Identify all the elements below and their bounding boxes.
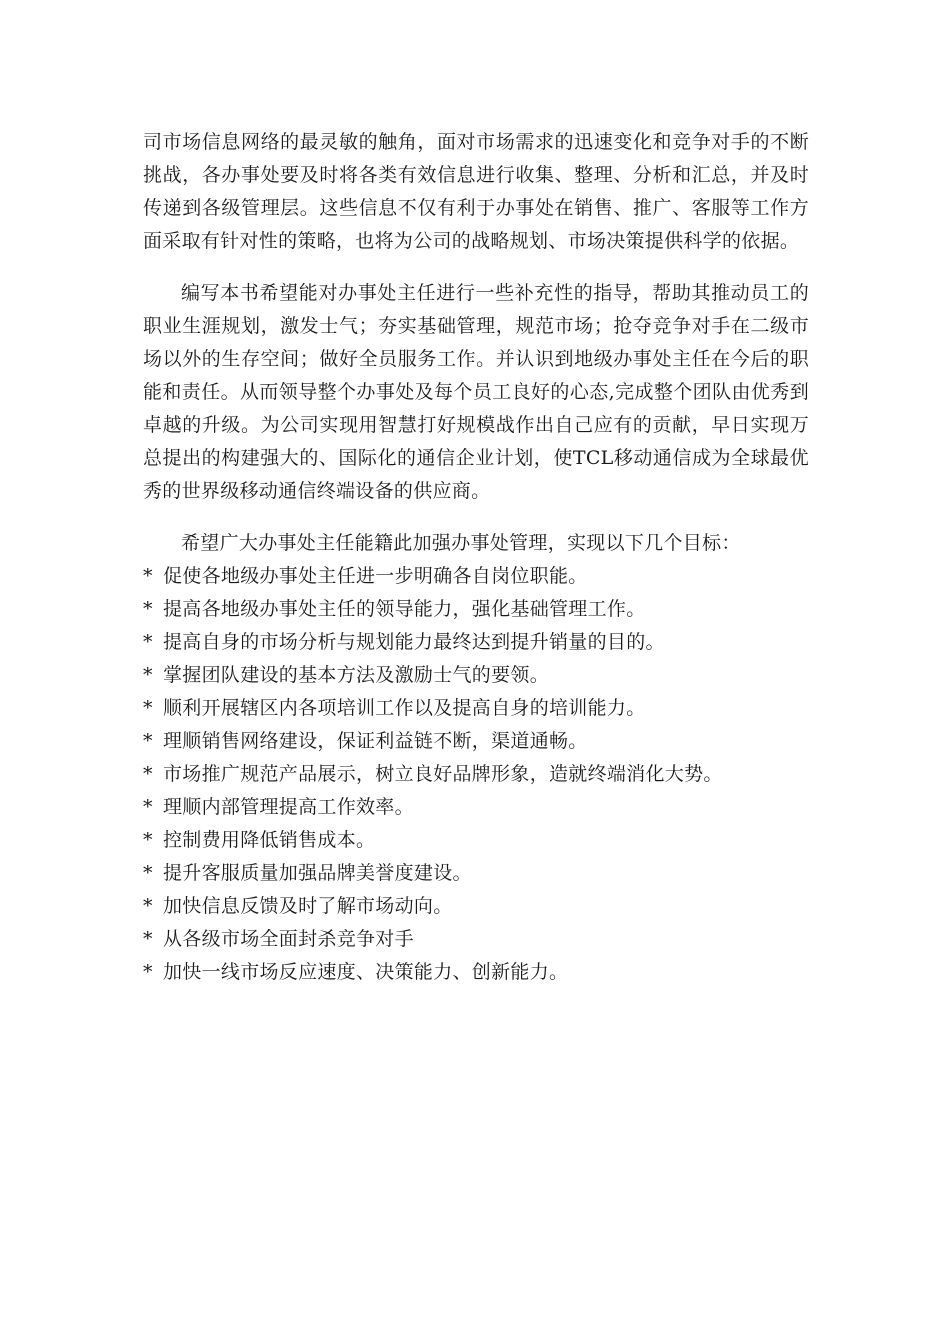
goal-text: 理顺内部管理提高工作效率。 xyxy=(163,796,414,818)
bullet-mark: * xyxy=(143,730,153,752)
paragraph-gap xyxy=(143,508,809,527)
bullet-mark: * xyxy=(143,961,153,983)
goal-text: 顺利开展辖区内各项培训工作以及提高自身的培训能力。 xyxy=(163,697,646,719)
bullet-mark: * xyxy=(143,928,153,950)
goals-intro: 希望广大办事处主任能籍此加强办事处管理，实现以下几个目标： xyxy=(181,532,741,554)
goal-text: 控制费用降低销售成本。 xyxy=(163,829,376,851)
document-body xyxy=(143,126,809,989)
paragraph-info-network: 司市场信息网络的最灵敏的触角，面对市场需求的迅速变化和竞争对手的不断挑战，各办事处要及时将各类有效信息进行收集、整理、分析和汇总，并及时传递到各级管理层。这些信息不仅有利于办事处在销售、推广、客服等工作方面采取有针对性的策略，也将为公司的战略规划、市场决策提供科学的依据。 xyxy=(143,131,809,252)
list-item xyxy=(143,791,809,824)
goals-list xyxy=(143,560,809,989)
paragraph-gap xyxy=(143,258,809,277)
bullet-mark: * xyxy=(143,796,153,818)
list-item xyxy=(143,725,809,758)
list-item xyxy=(143,923,809,956)
bullet-mark: * xyxy=(143,631,153,653)
goal-text: 从各级市场全面封杀竞争对手 xyxy=(163,928,414,950)
list-item xyxy=(143,692,809,725)
goal-text: 理顺销售网络建设，保证利益链不断，渠道通畅。 xyxy=(163,730,588,752)
bullet-mark: * xyxy=(143,598,153,620)
list-item xyxy=(143,824,809,857)
goal-text: 提高各地级办事处主任的领导能力，强化基础管理工作。 xyxy=(163,598,646,620)
bullet-mark: * xyxy=(143,829,153,851)
list-item xyxy=(143,890,809,923)
bullet-mark: * xyxy=(143,664,153,686)
bullet-mark: * xyxy=(143,763,153,785)
bullet-mark: * xyxy=(143,697,153,719)
goal-text: 提高自身的市场分析与规划能力最终达到提升销量的目的。 xyxy=(163,631,665,653)
list-item xyxy=(143,560,809,593)
paragraph-book-purpose: 编写本书希望能对办事处主任进行一些补充性的指导，帮助其推动员工的职业生涯规划，激发士气；夯实基础管理，规范市场；抢夺竞争对手在二级市场以外的生存空间；做好全员服务工作。并认识到地级办事处主任在今后的职能和责任。从而领导整个办事处及每个员工良好的心态,完成整个团队由优秀到卓越的升级。为公司实现用智慧打好规模战作出自己应有的贡献，早日实现万总提出的构建强大的、国际化的通信企业计划，使TCL移动通信成为全球最优秀的世界级移动通信终端设备的供应商。 xyxy=(143,282,809,502)
goal-text: 市场推广规范产品展示，树立良好品牌形象，造就终端消化大势。 xyxy=(163,763,723,785)
list-item xyxy=(143,593,809,626)
list-item xyxy=(143,659,809,692)
list-item xyxy=(143,758,809,791)
goal-text: 加快信息反馈及时了解市场动向。 xyxy=(163,895,453,917)
list-item xyxy=(143,956,809,989)
goal-text: 促使各地级办事处主任进一步明确各自岗位职能。 xyxy=(163,565,588,587)
goal-text: 加快一线市场反应速度、决策能力、创新能力。 xyxy=(163,961,569,983)
bullet-mark: * xyxy=(143,895,153,917)
goal-text: 提升客服质量加强品牌美誉度建设。 xyxy=(163,862,472,884)
bullet-mark: * xyxy=(143,862,153,884)
goal-text: 掌握团队建设的基本方法及激励士气的要领。 xyxy=(163,664,550,686)
bullet-mark: * xyxy=(143,565,153,587)
list-item xyxy=(143,626,809,659)
list-item xyxy=(143,857,809,890)
